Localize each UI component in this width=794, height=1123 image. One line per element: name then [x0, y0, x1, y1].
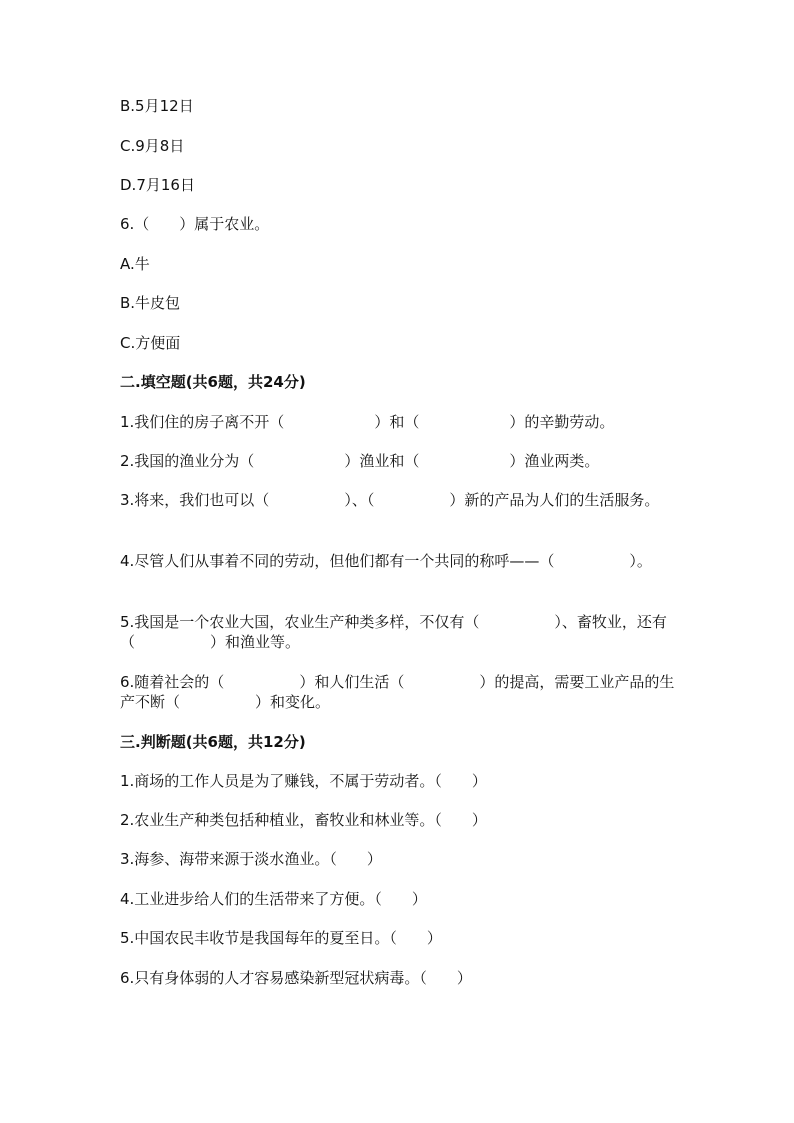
fill-in-item-3: 3.将来，我们也可以（ ）、（ ）新的产品为人们的生活服务。: [120, 491, 660, 509]
option-c-q6: C.方便面: [120, 334, 181, 352]
option-a-q6: A.牛: [120, 255, 150, 273]
true-false-item-4: 4.工业进步给人们的生活带来了方便。（ ）: [120, 890, 427, 908]
option-b-q6: B.牛皮包: [120, 294, 181, 312]
fill-in-item-6: 6.随着社会的（ ）和人们生活（ ）的提高，需要工业产品的生产不断（ ）和变化。: [120, 673, 675, 711]
option-d-q5: D.7月16日: [120, 176, 195, 194]
fill-in-item-1: 1.我们住的房子离不开（ ）和（ ）的辛勤劳动。: [120, 413, 615, 431]
option-b-q5: B.5月12日: [120, 97, 194, 115]
section-heading-true-false: 三.判断题(共6题，共12分): [120, 733, 306, 751]
option-c-q5: C.9月8日: [120, 137, 185, 155]
true-false-item-2: 2.农业生产种类包括种植业，畜牧业和林业等。（ ）: [120, 811, 487, 829]
fill-in-item-4: 4.尽管人们从事着不同的劳动，但他们都有一个共同的称呼——（ ）。: [120, 552, 652, 570]
question-6-stem: 6.（ ）属于农业。: [120, 215, 270, 233]
fill-in-item-5: 5.我国是一个农业大国，农业生产种类多样，不仅有（ ）、畜牧业，还有（ ）和渔业等。: [120, 613, 667, 651]
fill-in-item-2: 2.我国的渔业分为（ ）渔业和（ ）渔业两类。: [120, 452, 600, 470]
true-false-item-5: 5.中国农民丰收节是我国每年的夏至日。（ ）: [120, 929, 442, 947]
true-false-item-6: 6.只有身体弱的人才容易感染新型冠状病毒。（ ）: [120, 969, 472, 987]
true-false-item-1: 1.商场的工作人员是为了赚钱，不属于劳动者。（ ）: [120, 772, 487, 790]
section-heading-fill-in: 二.填空题(共6题，共24分): [120, 373, 306, 391]
true-false-item-3: 3.海参、海带来源于淡水渔业。（ ）: [120, 850, 382, 868]
